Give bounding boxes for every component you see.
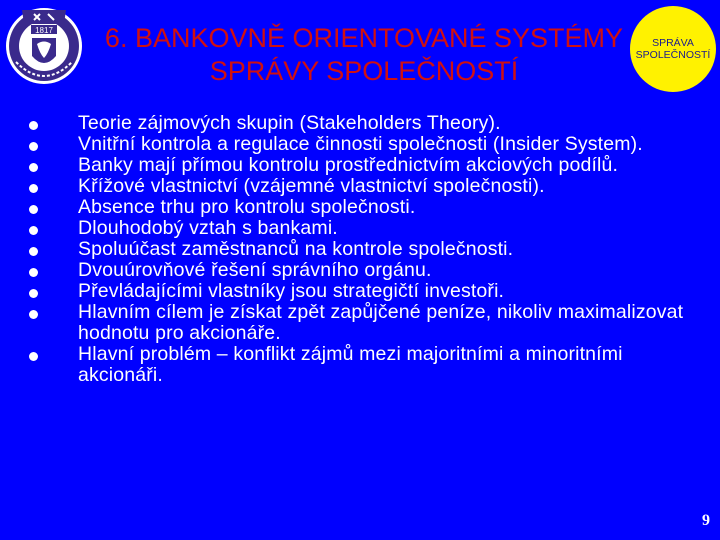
topic-badge [630, 6, 716, 92]
university-crest-logo [4, 4, 84, 90]
list-item-text: Banky mají přímou kontrolu prostřednictvím akciových podílů. [78, 154, 619, 176]
bullet-dot-icon [29, 121, 38, 130]
list-item [0, 176, 698, 197]
list-item [0, 281, 698, 302]
list-item-text: Teorie zájmových skupin (Stakeholders Theory). [78, 112, 501, 134]
list-item [0, 113, 698, 134]
bullet-dot-icon [29, 268, 38, 277]
list-item [0, 218, 698, 239]
list-item [0, 197, 698, 218]
list-item-text: Křížové vlastnictví (vzájemné vlastnictví společnosti). [78, 175, 545, 197]
list-item-text: Spoluúčast zaměstnanců na kontrole společnosti. [78, 238, 514, 260]
bullet-dot-icon [29, 226, 38, 235]
list-item [0, 239, 698, 260]
list-item-text: Dvouúrovňové řešení správního orgánu. [78, 259, 432, 281]
bullet-dot-icon [29, 352, 38, 361]
slide-title: 6. BANKOVNĚ ORIENTOVANÉ SYSTÉMY SPRÁVY SPOLEČNOSTÍ [104, 23, 624, 86]
bullet-dot-icon [29, 310, 38, 319]
bullet-dot-icon [29, 289, 38, 298]
list-item-text: Vnitřní kontrola a regulace činnosti společnosti (Insider System). [78, 133, 643, 155]
list-item [0, 302, 698, 344]
list-item [0, 155, 698, 176]
list-item [0, 344, 698, 386]
bullet-dot-icon [29, 163, 38, 172]
badge-line-2: SPOLEČNOSTÍ [635, 49, 711, 61]
list-item-text: Hlavním cílem je získat zpět zapůjčené peníze, nikoliv maximalizovat hodnotu pro akcionáře. [78, 301, 684, 344]
page-number: 9 [702, 512, 710, 529]
list-item-text: Hlavní problém – konflikt zájmů mezi majoritními a minoritními akcionáři. [78, 343, 623, 386]
list-item [0, 260, 698, 281]
bullet-list [0, 113, 720, 386]
list-item-text: Absence trhu pro kontrolu společnosti. [78, 196, 416, 218]
list-item-text: Převládajícími vlastníky jsou strategičtí investoři. [78, 280, 505, 302]
bullet-dot-icon [29, 205, 38, 214]
crest-top-icon [22, 10, 66, 24]
list-item-text: Dlouhodobý vztah s bankami. [78, 217, 338, 239]
bullet-dot-icon [29, 247, 38, 256]
crest-year: 1817 [35, 26, 53, 35]
bullet-dot-icon [29, 142, 38, 151]
bullet-dot-icon [29, 184, 38, 193]
badge-line-1: SPRÁVA [652, 37, 694, 49]
list-item [0, 134, 698, 155]
